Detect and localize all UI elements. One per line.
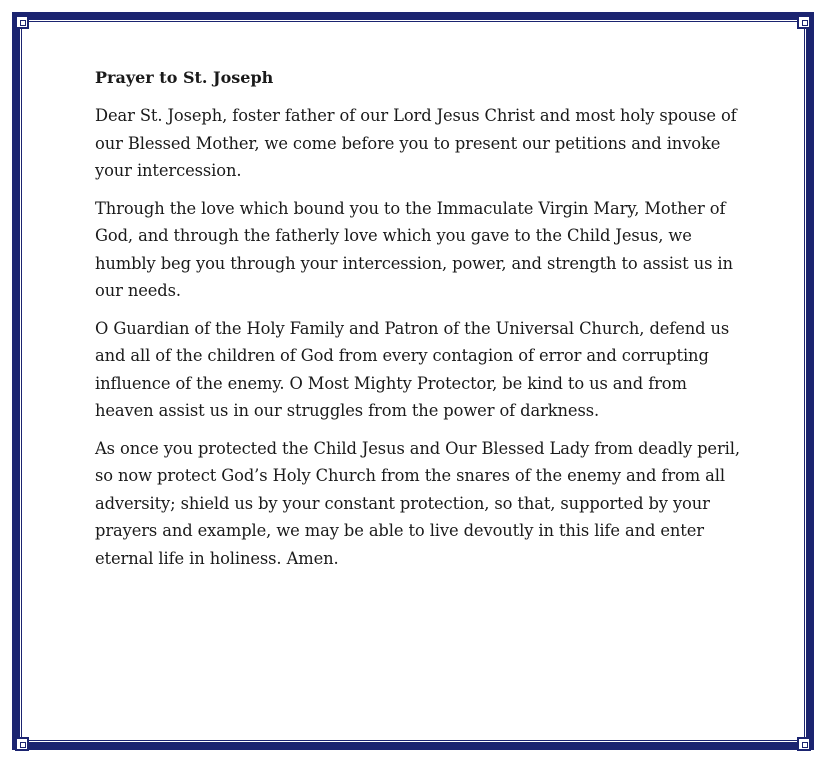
corner-ornament-top-right <box>797 15 811 29</box>
prayer-paragraph-4: As once you protected the Child Jesus and Our Blessed Lady from deadly peril, so now protect God’s Holy Church from the snares of the enemy and from all adversity; shield us by your constant protection, so that, supported by your prayers and example, we may be able to live devoutly in this life and enter eternal life in holiness. Amen. <box>95 438 740 568</box>
prayer-title: Prayer to St. Joseph <box>95 68 274 87</box>
corner-ornament-bottom-left <box>15 737 29 751</box>
corner-ornament-top-left <box>15 15 29 29</box>
prayer-paragraph-2: Through the love which bound you to the Immaculate Virgin Mary, Mother of God, and through the fatherly love which you gave to the Child Jesus, we humbly beg you through your intercession, power, and strength to assist us in our needs. <box>95 198 733 300</box>
prayer-text-block <box>95 66 745 582</box>
prayer-paragraph-3: O Guardian of the Holy Family and Patron of the Universal Church, defend us and all of the children of God from every contagion of error and corrupting influence of the enemy. O Most Mighty Protector, be kind to us and from heaven assist us in our struggles from the power of darkness. <box>95 318 730 420</box>
corner-ornament-bottom-right <box>797 737 811 751</box>
prayer-paragraph-1: Dear St. Joseph, foster father of our Lord Jesus Christ and most holy spouse of our Blessed Mother, we come before you to present our petitions and invoke your intercession. <box>95 106 737 180</box>
